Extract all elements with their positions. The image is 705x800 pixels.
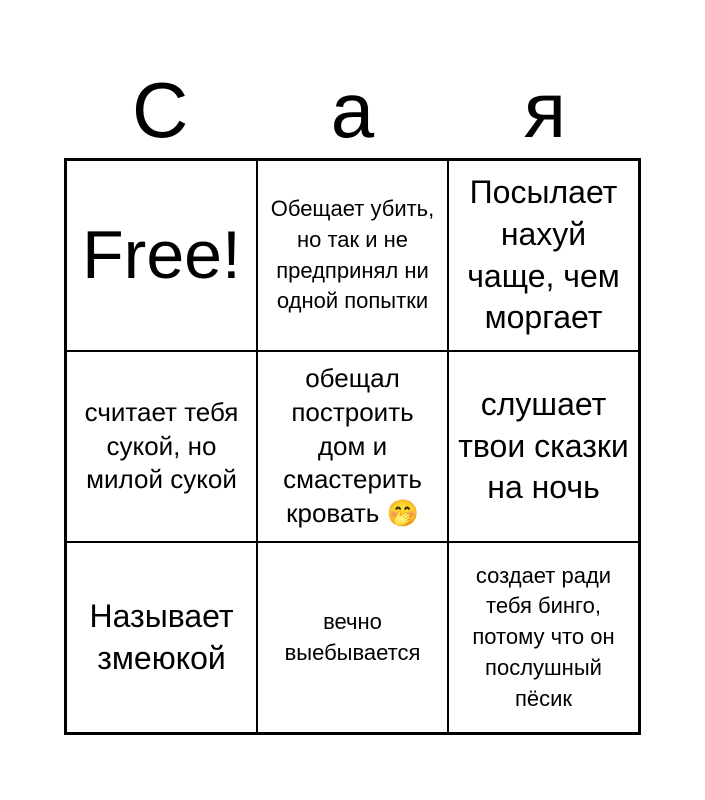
bingo-cell-text: вечно выебывается (284, 608, 421, 665)
bingo-cell[interactable] (448, 351, 639, 542)
bingo-cell-text: считает тебя сукой, но милой сукой (84, 396, 239, 495)
bingo-cell[interactable] (448, 542, 639, 733)
bingo-cell[interactable] (257, 351, 448, 542)
bingo-header (64, 62, 641, 158)
bingo-cell[interactable] (66, 351, 257, 542)
bingo-cell[interactable] (257, 542, 448, 733)
bingo-cell-text: слушает твои сказки на ночь (458, 386, 629, 506)
bingo-cell-text: Называет змеюкой (89, 597, 234, 676)
bingo-cell[interactable] (257, 160, 448, 351)
bingo-cell-text: обещал построить дом и смастерить кровать 🤭 (283, 363, 422, 529)
bingo-cell-text: Free! (82, 217, 241, 294)
header-letter-1: С (131, 66, 189, 154)
bingo-cell-text: Обещает убить, но так и не предпринял ни одной попытки (270, 195, 435, 314)
header-letter-2: а (330, 66, 375, 154)
header-letter-3: я (523, 66, 566, 154)
bingo-cell[interactable] (448, 160, 639, 351)
bingo-cell-free[interactable] (66, 160, 257, 351)
bingo-cell-text: создает ради тебя бинго, потому что он послушный пёсик (472, 562, 615, 711)
bingo-cell[interactable] (66, 542, 257, 733)
bingo-board (64, 158, 641, 735)
bingo-cell-text: Посылает нахуй чаще, чем моргает (467, 174, 620, 336)
